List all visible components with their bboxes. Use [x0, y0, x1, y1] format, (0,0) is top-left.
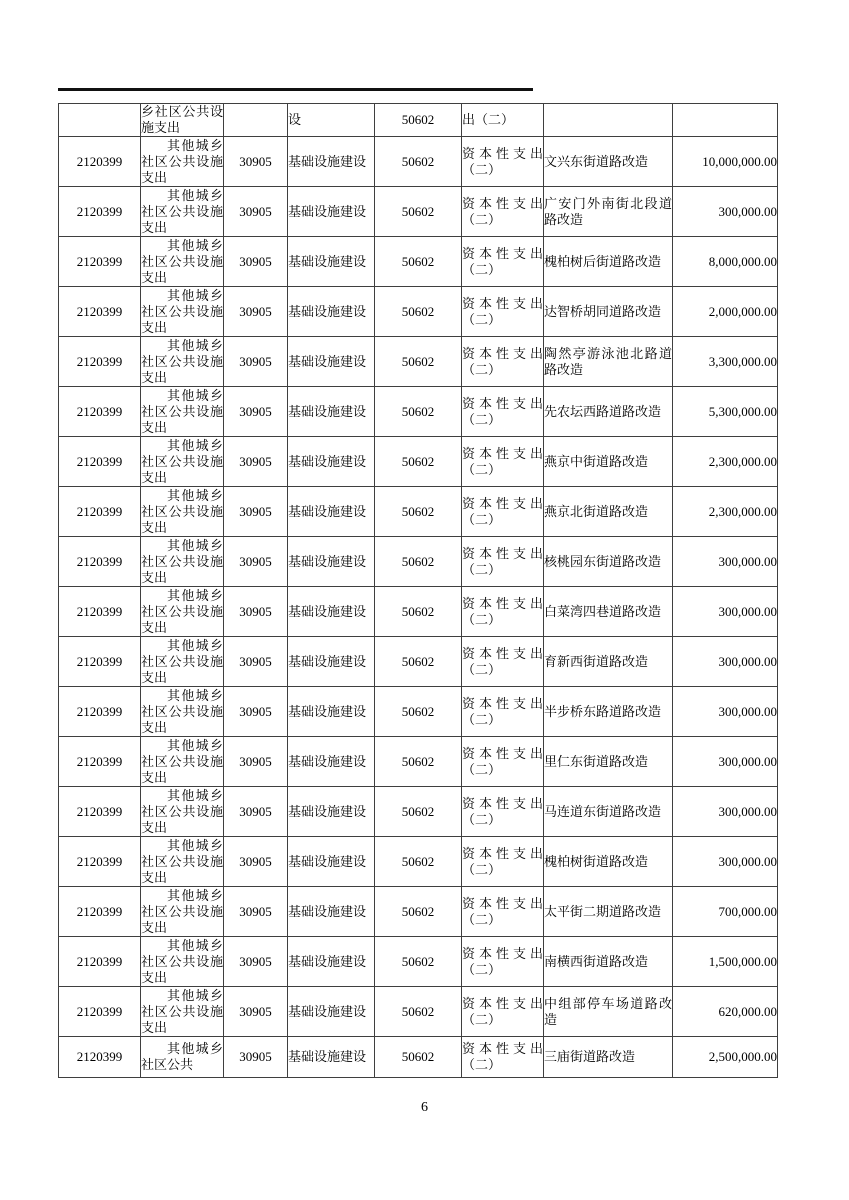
cell-func-code: 2120399 [59, 387, 141, 437]
cell-amount: 3,300,000.00 [673, 337, 778, 387]
cell-gov-name: 资本性支出（二） [462, 837, 544, 887]
cell-gov-name: 资本性支出（二） [462, 237, 544, 287]
cell-econ-code: 30905 [224, 487, 288, 537]
cell-econ-code: 30905 [224, 987, 288, 1037]
table-row [59, 387, 778, 437]
cell-gov-code: 50602 [375, 1037, 462, 1078]
cell-econ-name: 基础设施建设 [288, 237, 375, 287]
cell-gov-name: 资本性支出（二） [462, 387, 544, 437]
cell-func-name: 其他城乡社区公共设施支出 [141, 537, 223, 585]
cell-gov-code: 50602 [375, 787, 462, 837]
cell-project-name: 广安门外南街北段道路改造 [544, 187, 673, 237]
cell-project-name: 先农坛西路道路改造 [544, 387, 673, 437]
cell-func-name: 其他城乡社区公共设施支出 [141, 637, 223, 685]
cell-econ-name: 基础设施建设 [288, 937, 375, 987]
cell-func-code: 2120399 [59, 837, 141, 887]
table-row [59, 537, 778, 587]
cell-project-name: 燕京北街道路改造 [544, 487, 673, 537]
cell-project-name: 马连道东街道路改造 [544, 787, 673, 837]
cell-gov-name: 资本性支出（二） [462, 337, 544, 387]
cell-amount: 300,000.00 [673, 187, 778, 237]
cell-gov-name: 资本性支出（二） [462, 137, 544, 187]
cell-econ-code: 30905 [224, 837, 288, 887]
cell-amount: 2,300,000.00 [673, 437, 778, 487]
cell-econ-code: 30905 [224, 287, 288, 337]
cell-gov-name: 资本性支出（二） [462, 787, 544, 837]
cell-gov-code: 50602 [375, 537, 462, 587]
cell-econ-code: 30905 [224, 937, 288, 987]
cell-gov-code: 50602 [375, 937, 462, 987]
cell-func-name: 其他城乡社区公共设施支出 [141, 337, 223, 385]
table-row [59, 687, 778, 737]
cell-gov-code: 50602 [375, 637, 462, 687]
table-row [59, 487, 778, 537]
cell-func-code: 2120399 [59, 1037, 141, 1078]
cell-amount: 300,000.00 [673, 537, 778, 587]
cell-func-code: 2120399 [59, 237, 141, 287]
cell-amount: 10,000,000.00 [673, 137, 778, 187]
cell-gov-name: 资本性支出（二） [462, 637, 544, 687]
table-row [59, 587, 778, 637]
cell-project-name: 育新西街道路改造 [544, 637, 673, 687]
cell-func-code [59, 104, 141, 137]
cell-func-name: 其他城乡社区公共设施支出 [141, 687, 223, 735]
cell-econ-name: 基础设施建设 [288, 687, 375, 737]
cell-func-name: 其他城乡社区公共设施支出 [141, 937, 223, 985]
cell-gov-code: 50602 [375, 187, 462, 237]
cell-gov-name: 资本性支出（二） [462, 937, 544, 987]
cell-func-name: 其他城乡社区公共设施支出 [141, 987, 223, 1035]
cell-project-name: 南横西街道路改造 [544, 937, 673, 987]
cell-project-name: 三庙街道路改造 [544, 1037, 673, 1078]
cell-func-name: 其他城乡社区公共设施支出 [141, 137, 223, 185]
cell-amount: 5,300,000.00 [673, 387, 778, 437]
table-row [59, 137, 778, 187]
cell-func-name: 乡社区公共设施支出 [141, 104, 223, 135]
cell-econ-code: 30905 [224, 187, 288, 237]
cell-func-name: 其他城乡社区公共设施支出 [141, 487, 223, 535]
cell-project-name: 核桃园东街道路改造 [544, 537, 673, 587]
budget-project-table [58, 103, 778, 1078]
cell-gov-name: 资本性支出（二） [462, 987, 544, 1037]
cell-func-code: 2120399 [59, 937, 141, 987]
cell-econ-code: 30905 [224, 687, 288, 737]
page-number: 6 [421, 1100, 428, 1115]
cell-func-code: 2120399 [59, 737, 141, 787]
cell-gov-code: 50602 [375, 487, 462, 537]
cell-project-name: 太平街二期道路改造 [544, 887, 673, 937]
cell-func-name: 其他城乡社区公共 [141, 1037, 224, 1078]
cell-func-code: 2120399 [59, 437, 141, 487]
cell-gov-name: 资本性支出（二） [462, 437, 544, 487]
cell-gov-name: 资本性支出（二） [462, 687, 544, 737]
cell-project-name: 达智桥胡同道路改造 [544, 287, 673, 337]
cell-econ-name: 基础设施建设 [288, 337, 375, 387]
cell-econ-code: 30905 [224, 1037, 288, 1078]
cell-project-name: 燕京中街道路改造 [544, 437, 673, 487]
cell-amount: 620,000.00 [673, 987, 778, 1037]
cell-project-name: 槐柏树后街道路改造 [544, 237, 673, 287]
cell-func-name: 其他城乡社区公共设施支出 [141, 387, 223, 435]
cell-func-name: 其他城乡社区公共设施支出 [141, 787, 223, 835]
cell-econ-code: 30905 [224, 737, 288, 787]
cell-amount: 1,500,000.00 [673, 937, 778, 987]
cell-gov-code: 50602 [375, 137, 462, 187]
cell-gov-code: 50602 [375, 437, 462, 487]
cell-gov-name: 资本性支出（二） [462, 187, 544, 237]
cell-func-name: 其他城乡社区公共设施支出 [141, 587, 223, 635]
cell-econ-name: 基础设施建设 [288, 1037, 375, 1078]
cell-gov-code: 50602 [375, 337, 462, 387]
cell-gov-code: 50602 [375, 287, 462, 337]
cell-econ-code: 30905 [224, 887, 288, 937]
cell-econ-code: 30905 [224, 337, 288, 387]
cell-amount: 700,000.00 [673, 887, 778, 937]
cell-econ-name: 基础设施建设 [288, 787, 375, 837]
cell-econ-name: 基础设施建设 [288, 437, 375, 487]
cell-gov-name: 出（二） [462, 104, 544, 137]
cell-gov-code: 50602 [375, 237, 462, 287]
cell-econ-code: 30905 [224, 637, 288, 687]
cell-econ-name: 基础设施建设 [288, 987, 375, 1037]
cell-econ-name: 基础设施建设 [288, 837, 375, 887]
cell-func-name: 其他城乡社区公共设施支出 [141, 437, 223, 485]
cell-func-code: 2120399 [59, 137, 141, 187]
cell-amount: 300,000.00 [673, 587, 778, 637]
cell-func-code: 2120399 [59, 487, 141, 537]
cell-econ-code: 30905 [224, 587, 288, 637]
cell-gov-name: 资本性支出（二） [462, 1037, 544, 1078]
table-row-partial [59, 104, 778, 137]
cell-project-name: 文兴东街道路改造 [544, 137, 673, 187]
cell-gov-name: 资本性支出（二） [462, 737, 544, 787]
cell-func-name: 其他城乡社区公共设施支出 [141, 287, 223, 335]
cell-econ-code: 30905 [224, 537, 288, 587]
cell-amount: 300,000.00 [673, 787, 778, 837]
cell-project-name: 半步桥东路道路改造 [544, 687, 673, 737]
cell-project-name: 中组部停车场道路改造 [544, 987, 673, 1037]
cell-econ-name: 设 [288, 104, 375, 137]
cell-func-code: 2120399 [59, 587, 141, 637]
cell-project-name [544, 104, 673, 137]
table-row [59, 637, 778, 687]
cell-amount: 8,000,000.00 [673, 237, 778, 287]
table-row [59, 287, 778, 337]
table-row [59, 937, 778, 987]
cell-econ-code: 30905 [224, 437, 288, 487]
cell-func-name: 其他城乡社区公共设施支出 [141, 237, 223, 285]
cell-func-code: 2120399 [59, 287, 141, 337]
cell-func-code: 2120399 [59, 887, 141, 937]
table-row [59, 887, 778, 937]
cell-econ-name: 基础设施建设 [288, 137, 375, 187]
cell-func-code: 2120399 [59, 987, 141, 1037]
cell-econ-name: 基础设施建设 [288, 487, 375, 537]
cell-econ-name: 基础设施建设 [288, 737, 375, 787]
cell-econ-code: 30905 [224, 137, 288, 187]
cell-amount: 300,000.00 [673, 637, 778, 687]
cell-amount: 2,000,000.00 [673, 287, 778, 337]
cell-func-code: 2120399 [59, 537, 141, 587]
cell-gov-code: 50602 [375, 387, 462, 437]
cell-func-name: 其他城乡社区公共设施支出 [141, 737, 223, 785]
cell-gov-code: 50602 [375, 104, 462, 137]
cell-project-name: 白菜湾四巷道路改造 [544, 587, 673, 637]
cell-func-code: 2120399 [59, 337, 141, 387]
cell-gov-code: 50602 [375, 587, 462, 637]
cell-amount: 2,500,000.00 [673, 1037, 778, 1078]
cell-gov-code: 50602 [375, 987, 462, 1037]
cell-gov-name: 资本性支出（二） [462, 287, 544, 337]
cell-gov-name: 资本性支出（二） [462, 487, 544, 537]
cell-func-name: 其他城乡社区公共设施支出 [141, 887, 223, 935]
table-row [59, 837, 778, 887]
cell-econ-code [224, 104, 288, 137]
table-row [59, 187, 778, 237]
table-row [59, 237, 778, 287]
cell-amount: 300,000.00 [673, 687, 778, 737]
cell-econ-name: 基础设施建设 [288, 587, 375, 637]
cell-gov-code: 50602 [375, 737, 462, 787]
cell-gov-name: 资本性支出（二） [462, 587, 544, 637]
cell-gov-code: 50602 [375, 837, 462, 887]
cell-econ-code: 30905 [224, 387, 288, 437]
cell-econ-name: 基础设施建设 [288, 637, 375, 687]
cell-func-code: 2120399 [59, 637, 141, 687]
cell-amount [673, 104, 778, 137]
cell-gov-name: 资本性支出（二） [462, 537, 544, 587]
cell-project-name: 槐柏树街道路改造 [544, 837, 673, 887]
cell-func-code: 2120399 [59, 687, 141, 737]
cell-econ-name: 基础设施建设 [288, 287, 375, 337]
cell-gov-code: 50602 [375, 887, 462, 937]
cell-amount: 2,300,000.00 [673, 487, 778, 537]
cell-func-name: 其他城乡社区公共设施支出 [141, 187, 223, 235]
cell-econ-name: 基础设施建设 [288, 387, 375, 437]
page-break-rule [58, 88, 533, 91]
cell-econ-name: 基础设施建设 [288, 187, 375, 237]
table-row [59, 337, 778, 387]
cell-project-name: 陶然亭游泳池北路道路改造 [544, 337, 673, 387]
cell-project-name: 里仁东街道路改造 [544, 737, 673, 787]
cell-econ-name: 基础设施建设 [288, 887, 375, 937]
cell-func-name: 其他城乡社区公共设施支出 [141, 837, 223, 885]
cell-gov-name: 资本性支出（二） [462, 887, 544, 937]
cell-amount: 300,000.00 [673, 737, 778, 787]
table-row [59, 1037, 778, 1078]
cell-func-code: 2120399 [59, 787, 141, 837]
table-row [59, 737, 778, 787]
table-row [59, 987, 778, 1037]
cell-func-code: 2120399 [59, 187, 141, 237]
cell-econ-code: 30905 [224, 787, 288, 837]
table-row [59, 787, 778, 837]
cell-econ-name: 基础设施建设 [288, 537, 375, 587]
table-row [59, 437, 778, 487]
cell-amount: 300,000.00 [673, 837, 778, 887]
cell-gov-code: 50602 [375, 687, 462, 737]
cell-econ-code: 30905 [224, 237, 288, 287]
